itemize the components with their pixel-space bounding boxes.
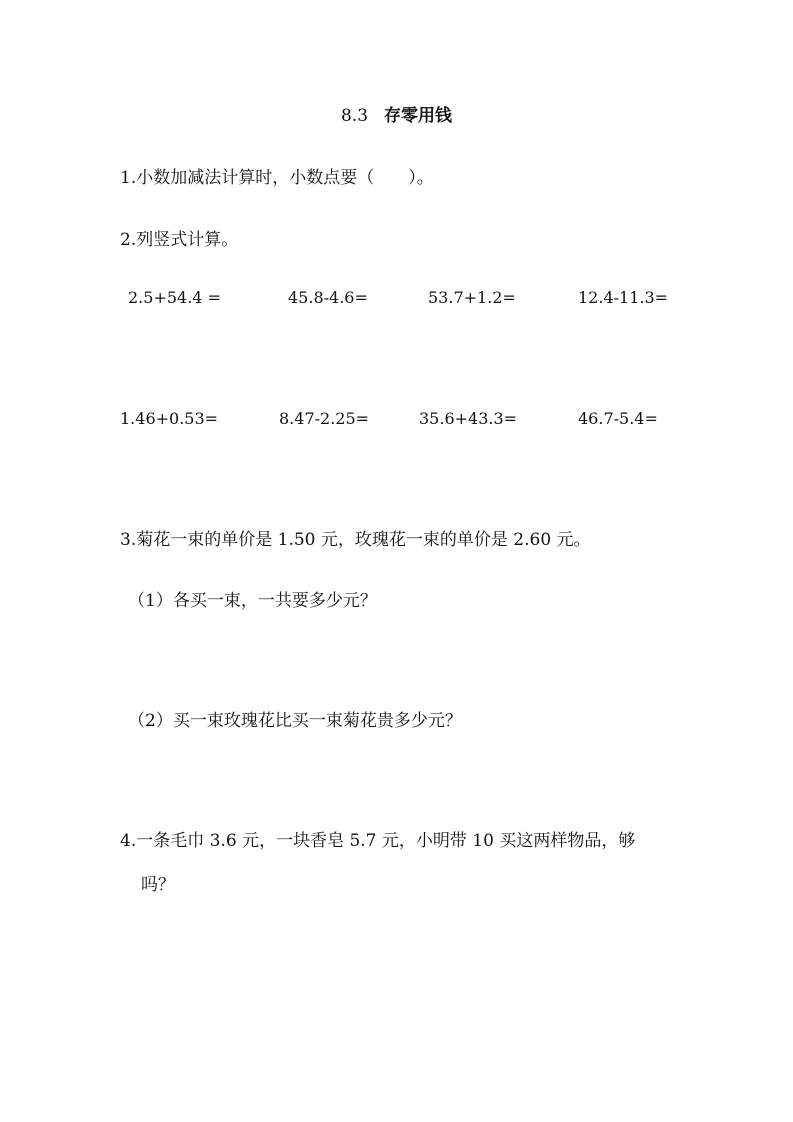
- calc-item-7: 35.6+43.3=: [419, 409, 518, 428]
- page-title: [0, 104, 793, 128]
- question-4-line-1: 4.一条毛巾 3.6 元，一块香皂 5.7 元，小明带 10 买这两样物品，够: [120, 831, 636, 851]
- calc-item-3: 53.7+1.2=: [428, 288, 516, 307]
- question-3: 3.菊花一束的单价是 1.50 元，玫瑰花一束的单价是 2.60 元。: [120, 530, 591, 550]
- section-number: 8.3: [340, 106, 369, 126]
- calc-item-1: 2.5+54.4 =: [128, 288, 221, 307]
- question-1: 1.小数加减法计算时，小数点要（ ）。: [120, 168, 434, 188]
- question-4-line-2: 吗？: [141, 875, 175, 895]
- section-title: 存零用钱: [384, 106, 453, 126]
- calc-item-4: 12.4-11.3=: [578, 288, 669, 307]
- question-2: 2.列竖式计算。: [120, 230, 239, 250]
- calc-item-6: 8.47-2.25=: [279, 409, 370, 428]
- calc-item-8: 46.7-5.4=: [578, 409, 658, 428]
- question-3-part-1: （1）各买一束，一共要多少元？: [128, 591, 377, 611]
- calc-item-5: 1.46+0.53=: [120, 409, 219, 428]
- question-3-part-2: （2）买一束玫瑰花比买一束菊花贵多少元？: [128, 711, 462, 731]
- calc-item-2: 45.8-4.6=: [288, 288, 368, 307]
